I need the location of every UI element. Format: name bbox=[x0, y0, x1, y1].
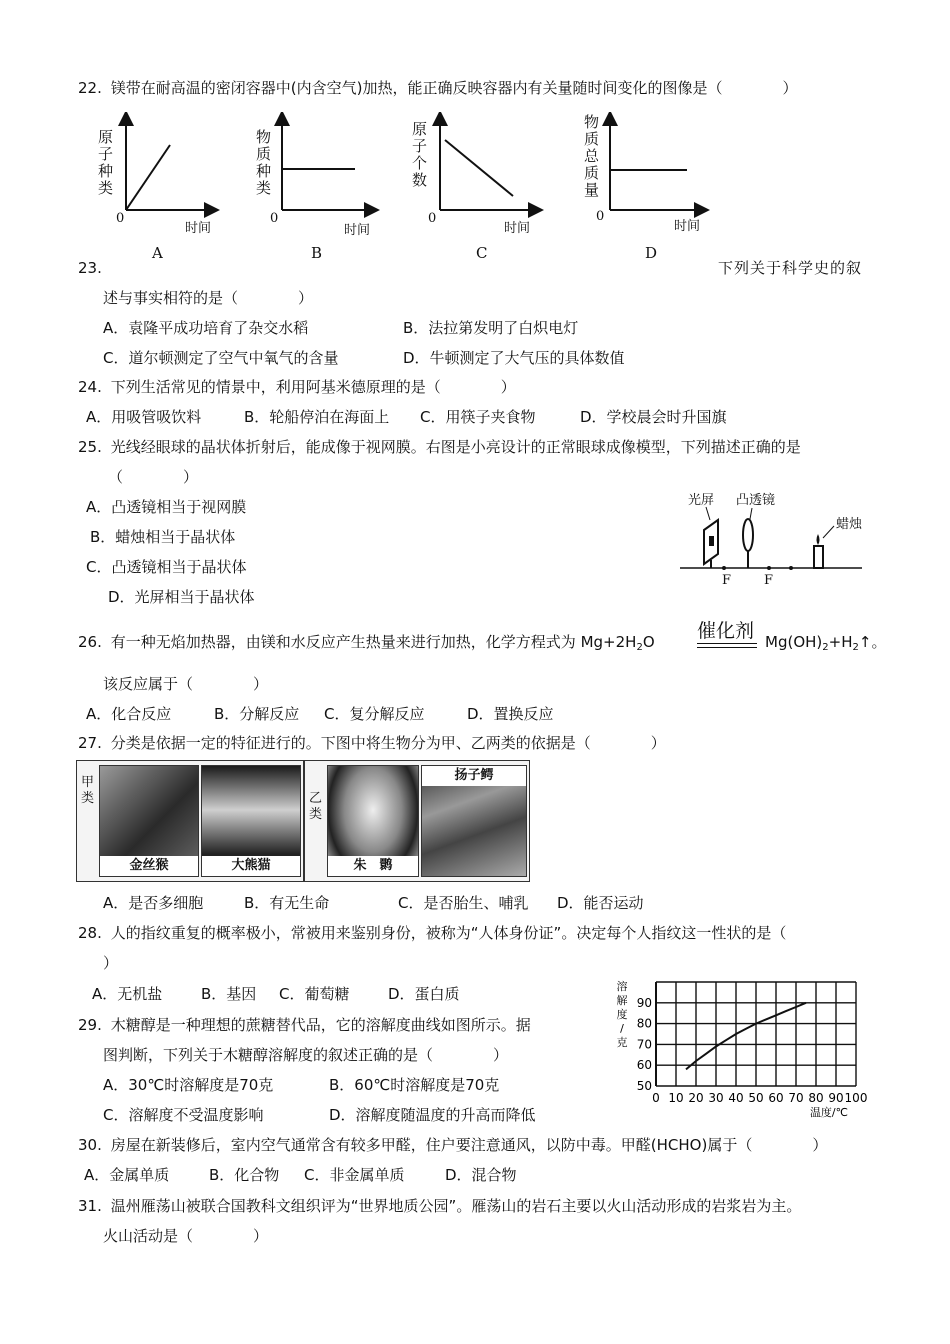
q28-option-c: C．葡萄糖 bbox=[279, 985, 350, 1003]
q26-option-d: D．置换反应 bbox=[467, 705, 554, 723]
graph-a-ylabel-3: 种 bbox=[98, 162, 114, 180]
graph-b bbox=[256, 118, 372, 262]
graph-d-option: D bbox=[645, 244, 658, 262]
q24-option-a: A．用吸管吸饮料 bbox=[86, 408, 202, 426]
graph-a-origin: 0 bbox=[116, 211, 125, 226]
panda-label: 大熊猫 bbox=[202, 856, 300, 876]
question-number: 27. bbox=[78, 734, 102, 752]
q30-option-d: D．混合物 bbox=[445, 1166, 517, 1184]
q23-option-d: D．牛顿测定了大气压的具体数值 bbox=[403, 349, 625, 367]
graph-d-ylabel-2: 质 bbox=[584, 130, 600, 148]
x-tick-label: 60 bbox=[768, 1091, 784, 1105]
group-yi-label: 乙类 bbox=[309, 791, 323, 822]
q28-answer-paren: ） bbox=[103, 954, 119, 972]
question-23-number bbox=[78, 258, 106, 278]
question-23-stem-a: 下列关于科学史的叙 bbox=[718, 259, 863, 277]
lens-label: 凸透镜 bbox=[736, 493, 776, 508]
group-jia-panel bbox=[76, 760, 304, 882]
reaction-line-top bbox=[697, 643, 757, 644]
q26-option-b: B．分解反应 bbox=[214, 705, 300, 723]
x-tick-label: 40 bbox=[728, 1091, 744, 1105]
focal-point-1: F bbox=[722, 573, 732, 588]
graph-a-line bbox=[126, 145, 170, 210]
question-stem: 光线经眼球的晶状体折射后，能成像于视网膜。右图是小亮设计的正常眼球成像模型，下列描述正确的是 bbox=[110, 438, 801, 456]
question-27 bbox=[78, 733, 666, 753]
question-30 bbox=[78, 1135, 827, 1155]
question-stem: 分类是依据一定的特征进行的。下图中将生物分为甲、乙两类的依据是（ ） bbox=[110, 734, 666, 752]
q27-option-a: A．是否多细胞 bbox=[103, 894, 204, 912]
graph-a-xlabel: 时间 bbox=[185, 221, 212, 236]
q23-option-b: B．法拉第发明了白炽电灯 bbox=[403, 319, 579, 337]
q25-option-c: C．凸透镜相当于晶状体 bbox=[86, 558, 247, 576]
graph-d-ylabel-5: 量 bbox=[584, 181, 600, 199]
q25-option-a: A．凸透镜相当于视网膜 bbox=[86, 498, 247, 516]
y-tick-label: 70 bbox=[636, 1037, 652, 1052]
x-tick-label: 70 bbox=[788, 1091, 804, 1105]
panda-image bbox=[201, 765, 301, 877]
q29-option-a: A．30℃时溶解度是70克 bbox=[103, 1076, 274, 1094]
graph-c-option: C bbox=[476, 244, 488, 262]
q25-lens-figure bbox=[676, 488, 866, 588]
q27-option-b: B．有无生命 bbox=[244, 894, 330, 912]
question-26 bbox=[78, 632, 655, 658]
x-tick-label: 90 bbox=[828, 1091, 844, 1105]
graph-d-origin: 0 bbox=[596, 209, 605, 224]
q25-option-d: D．光屏相当于晶状体 bbox=[108, 588, 255, 606]
question-number: 29. bbox=[78, 1016, 102, 1034]
q23-option-c: C．道尔顿测定了空气中氧气的含量 bbox=[103, 349, 339, 367]
y-tick-label: 50 bbox=[636, 1079, 652, 1093]
reaction-line-bottom bbox=[697, 647, 757, 648]
question-stem: 人的指纹重复的概率极小，常被用来鉴别身份，被称为“人体身份证”。决定每个人指纹这一性状的是（ bbox=[110, 924, 787, 942]
question-22 bbox=[78, 78, 798, 98]
question-26-stem2: 该反应属于（ ） bbox=[103, 675, 269, 693]
y-axis-label-char: 溶 bbox=[616, 980, 628, 993]
question-number: 30. bbox=[78, 1136, 102, 1154]
x-tick-label: 50 bbox=[748, 1091, 764, 1105]
graph-c-xlabel: 时间 bbox=[504, 221, 531, 236]
crested-ibis-label: 朱 鹮 bbox=[328, 856, 418, 876]
x-tick-label: 30 bbox=[708, 1091, 724, 1105]
graph-a-ylabel-4: 类 bbox=[98, 179, 114, 197]
q30-option-b: B．化合物 bbox=[209, 1166, 280, 1184]
crested-ibis-image bbox=[327, 765, 419, 877]
solubility-chart bbox=[608, 974, 876, 1124]
graph-c-ylabel-3: 个 bbox=[412, 154, 428, 172]
x-tick-label: 10 bbox=[668, 1091, 684, 1105]
y-tick-label: 60 bbox=[636, 1058, 652, 1073]
graph-c bbox=[412, 118, 536, 262]
question-number: 24. bbox=[78, 378, 102, 396]
question-stem: 温州雁荡山被联合国教科文组织评为“世界地质公园”。雁荡山的岩石主要以火山活动形成的岩浆岩为主。 bbox=[110, 1197, 802, 1215]
x-tick-label: 80 bbox=[808, 1091, 824, 1105]
graph-b-origin: 0 bbox=[270, 211, 279, 226]
graph-d bbox=[584, 113, 702, 262]
golden-monkey-label: 金丝猴 bbox=[100, 856, 198, 876]
question-stem: 有一种无焰加热器，由镁和水反应产生热量来进行加热，化学方程式为 bbox=[110, 633, 576, 651]
graph-d-xlabel: 时间 bbox=[674, 219, 701, 234]
q24-option-d: D．学校晨会时升国旗 bbox=[580, 408, 727, 426]
x-tick-label: 100 bbox=[844, 1091, 868, 1105]
q29-option-b: B．60℃时溶解度是70克 bbox=[329, 1076, 500, 1094]
graph-d-ylabel-3: 总 bbox=[584, 147, 600, 165]
screen-icon bbox=[704, 520, 718, 568]
equation-reactants: $Mg+2H_2O$ bbox=[580, 633, 655, 653]
graph-b-ylabel-2: 质 bbox=[256, 145, 272, 163]
q24-option-c: C．用筷子夹食物 bbox=[420, 408, 536, 426]
question-number: 25. bbox=[78, 438, 102, 456]
question-31-stem2: 火山活动是（ ） bbox=[103, 1227, 269, 1245]
graph-c-ylabel-1: 原 bbox=[412, 120, 428, 138]
x-axis-label: 温度/℃ bbox=[809, 1106, 848, 1119]
question-29-stem-b: 图判断，下列关于木糖醇溶解度的叙述正确的是（ ） bbox=[103, 1046, 509, 1064]
q26-option-c: C．复分解反应 bbox=[324, 705, 425, 723]
y-axis-label-char: 克 bbox=[616, 1036, 628, 1049]
solubility-curve bbox=[686, 1003, 806, 1070]
q26-option-a: A．化合反应 bbox=[86, 705, 172, 723]
q27-option-d: D．能否运动 bbox=[557, 894, 644, 912]
question-number: 26. bbox=[78, 633, 102, 651]
graph-b-ylabel-1: 物 bbox=[256, 128, 272, 146]
golden-monkey-image bbox=[99, 765, 199, 877]
q30-option-c: C．非金属单质 bbox=[304, 1166, 405, 1184]
catalyst-label: 催化剂 bbox=[697, 620, 755, 642]
graph-c-line bbox=[445, 140, 513, 196]
q28-option-a: A．无机盐 bbox=[92, 985, 163, 1003]
question-stem: 木糖醇是一种理想的蔗糖替代品，它的溶解度曲线如图所示。据 bbox=[110, 1016, 531, 1034]
question-stem: 镁带在耐高温的密闭容器中(内含空气)加热，能正确反映容器内有关量随时间变化的图像是（ ） bbox=[110, 79, 798, 97]
graph-a-ylabel-2: 子 bbox=[98, 145, 114, 163]
q23-option-a: A．袁隆平成功培育了杂交水稻 bbox=[103, 319, 309, 337]
x-tick-label: 0 bbox=[652, 1091, 660, 1105]
group-jia-label: 甲类 bbox=[81, 775, 95, 806]
q28-option-b: B．基因 bbox=[201, 985, 257, 1003]
graph-c-origin: 0 bbox=[428, 211, 437, 226]
graph-b-option: B bbox=[311, 244, 323, 262]
graph-b-ylabel-3: 种 bbox=[256, 162, 272, 180]
q27-option-c: C．是否胎生、哺乳 bbox=[398, 894, 529, 912]
group-yi-panel bbox=[304, 760, 530, 882]
graph-c-ylabel-2: 子 bbox=[412, 137, 428, 155]
y-axis-label-char: 度 bbox=[616, 1008, 628, 1021]
chinese-alligator-image bbox=[421, 765, 527, 877]
graph-d-ylabel-4: 质 bbox=[584, 164, 600, 182]
question-number: 22. bbox=[78, 79, 102, 97]
y-tick-label: 90 bbox=[636, 995, 652, 1010]
screen-label: 光屏 bbox=[688, 493, 715, 508]
candle-icon bbox=[814, 534, 823, 568]
q22-graphs bbox=[90, 112, 730, 267]
equation-products: $Mg(OH)_2+H_2↑$。 bbox=[765, 633, 887, 653]
question-24 bbox=[78, 377, 516, 397]
question-23-stem-b: 述与事实相符的是（ ） bbox=[103, 289, 314, 307]
x-tick-label: 20 bbox=[688, 1091, 704, 1105]
graph-b-xlabel: 时间 bbox=[344, 223, 371, 238]
graph-c-ylabel-4: 数 bbox=[412, 171, 428, 189]
q28-option-d: D．蛋白质 bbox=[388, 985, 460, 1003]
question-28 bbox=[78, 923, 786, 943]
q25-option-b: B．蜡烛相当于晶状体 bbox=[90, 528, 236, 546]
question-number: 28. bbox=[78, 924, 102, 942]
graph-a bbox=[98, 118, 212, 262]
y-axis-label-char: 解 bbox=[616, 994, 628, 1007]
convex-lens-icon bbox=[743, 519, 753, 568]
q30-option-a: A．金属单质 bbox=[84, 1166, 170, 1184]
question-25 bbox=[78, 437, 801, 457]
question-29 bbox=[78, 1015, 531, 1035]
candle-label: 蜡烛 bbox=[836, 517, 863, 532]
question-number: 31. bbox=[78, 1197, 102, 1215]
question-number: 23. bbox=[78, 259, 102, 277]
q29-option-c: C．溶解度不受温度影响 bbox=[103, 1106, 264, 1124]
chinese-alligator-label: 扬子鳄 bbox=[422, 766, 526, 786]
graph-a-option: A bbox=[152, 244, 163, 262]
question-stem: 房屋在新装修后，室内空气通常含有较多甲醛，住户要注意通风，以防中毒。甲醛(HCHO)属于（ ） bbox=[110, 1136, 828, 1154]
graph-a-ylabel-1: 原 bbox=[98, 128, 114, 146]
q29-option-d: D．溶解度随温度的升高而降低 bbox=[329, 1106, 536, 1124]
graph-b-ylabel-4: 类 bbox=[256, 179, 272, 197]
q25-answer-paren: （ ） bbox=[108, 468, 199, 486]
y-tick-label: 80 bbox=[636, 1016, 652, 1031]
focal-point-2: F bbox=[764, 573, 774, 588]
q24-option-b: B．轮船停泊在海面上 bbox=[244, 408, 390, 426]
graph-d-ylabel-1: 物 bbox=[584, 113, 600, 131]
question-31 bbox=[78, 1196, 801, 1216]
question-stem: 下列生活常见的情景中，利用阿基米德原理的是（ ） bbox=[110, 378, 516, 396]
y-axis-label-char: / bbox=[620, 1022, 624, 1035]
